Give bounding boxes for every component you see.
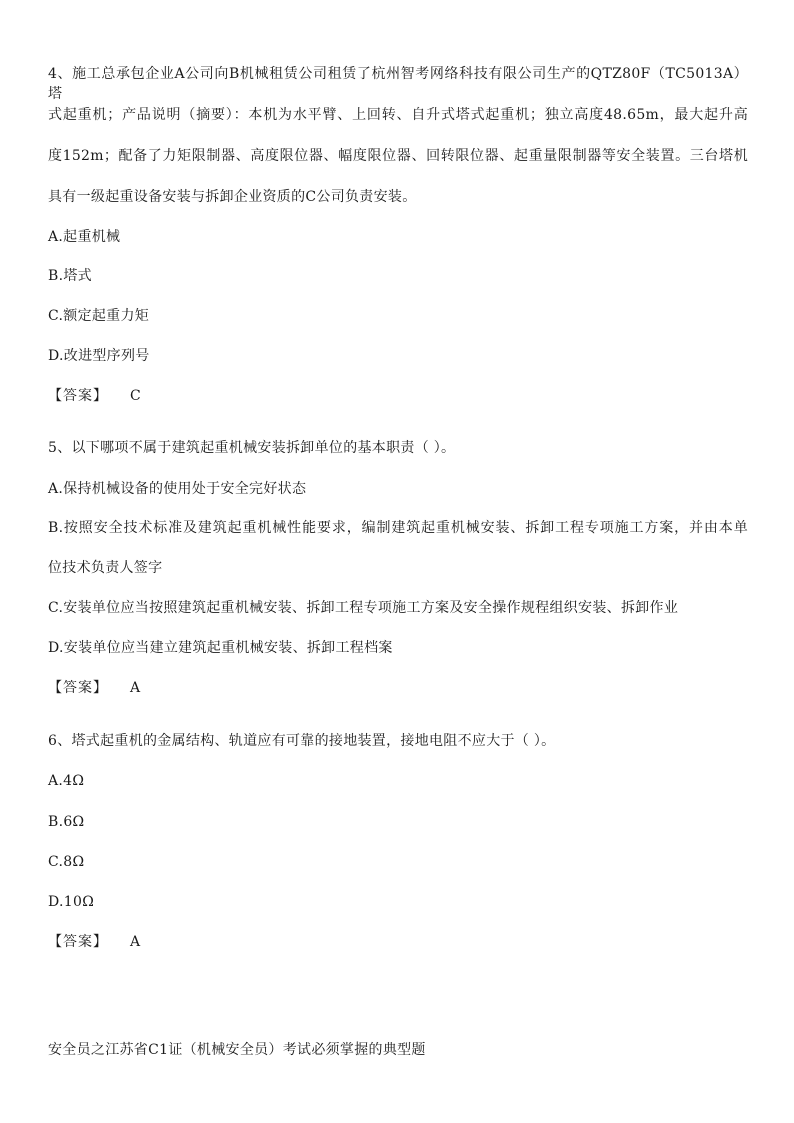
answer-value: C: [130, 388, 142, 404]
answer-label: 【答案】: [48, 680, 108, 696]
answer-value: A: [130, 680, 141, 696]
question-4-line-2: 式起重机；产品说明（摘要）：本机为水平臂、上回转、自升式塔式起重机；独立高度48.65m，最大起升高: [48, 107, 748, 123]
question-5-option-b-line-2: 位技术负责人签字: [48, 560, 163, 576]
question-6-option-b: B.6Ω: [48, 814, 85, 830]
question-6-option-d: D.10Ω: [48, 894, 95, 910]
question-4-line-1: 4、施工总承包企业A公司向B机械租赁公司租赁了杭州智考网络科技有限公司生产的QTZ80F（TC5013A）塔: [48, 66, 748, 102]
question-6-answer: [48, 932, 140, 952]
question-6-option-a: A.4Ω: [48, 773, 85, 789]
question-4-option-a: A.起重机械: [48, 229, 121, 245]
question-5-option-a: A.保持机械设备的使用处于安全完好状态: [48, 481, 307, 497]
answer-value: A: [130, 934, 141, 950]
question-4-option-c: C.额定起重力矩: [48, 308, 150, 324]
question-6-option-c: C.8Ω: [48, 854, 85, 870]
question-5-answer: [48, 678, 140, 698]
question-4-option-d: D.改进型序列号: [48, 348, 150, 364]
question-4-answer: [48, 386, 141, 406]
question-4-option-b: B.塔式: [48, 268, 92, 284]
question-5-line-1: 5、以下哪项不属于建筑起重机械安装拆卸单位的基本职责（ ）。: [48, 440, 456, 456]
question-6-line-1: 6、塔式起重机的金属结构、轨道应有可靠的接地装置，接地电阻不应大于（ ）。: [48, 733, 556, 749]
page-footer: 安全员之江苏省C1证（机械安全员）考试必须掌握的典型题: [48, 1042, 426, 1058]
answer-label: 【答案】: [48, 934, 108, 950]
question-4-line-3: 度152m；配备了力矩限制器、高度限位器、幅度限位器、回转限位器、起重量限制器等安全装置。三台塔机: [48, 148, 748, 164]
question-5-option-d: D.安装单位应当建立建筑起重机械安装、拆卸工程档案: [48, 640, 393, 656]
answer-label: 【答案】: [48, 388, 108, 404]
question-4-line-4: 具有一级起重设备安装与拆卸企业资质的C公司负责安装。: [48, 189, 417, 205]
question-5-option-b-line-1: B.按照安全技术标准及建筑起重机械性能要求，编制建筑起重机械安装、拆卸工程专项施工方案，并由本单: [48, 520, 748, 536]
question-5-option-c: C.安装单位应当按照建筑起重机械安装、拆卸工程专项施工方案及安全操作规程组织安装、拆卸作业: [48, 600, 679, 616]
